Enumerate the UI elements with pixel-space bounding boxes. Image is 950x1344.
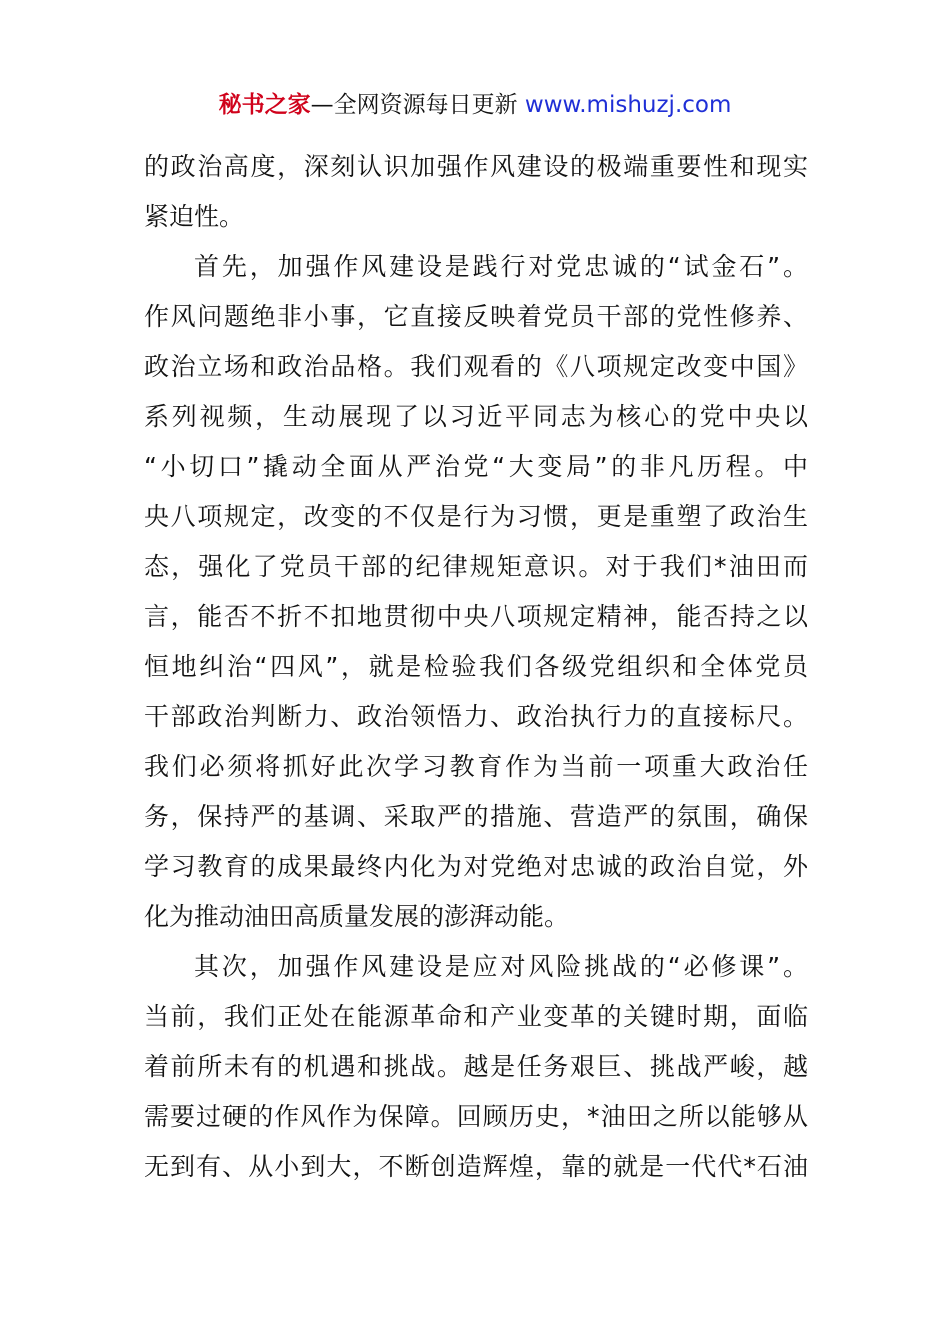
paragraph-first-line: 首先，加强作风建设是践行对党忠诚的“试金石”。: [194, 252, 808, 281]
text-line: “小切口”撬动全面从严治党“大变局”的非凡历程。中: [144, 452, 808, 481]
text-line: 言，能否不折不扣地贯彻中央八项规定精神，能否持之以: [144, 602, 808, 631]
text-line: 当前，我们正处在能源革命和产业变革的关键时期，面临: [144, 1002, 808, 1031]
text-line: 的政治高度，深刻认识加强作风建设的极端重要性和现实: [144, 152, 808, 181]
text-line: 需要过硬的作风作为保障。回顾历史，*油田之所以能够从: [144, 1102, 808, 1131]
site-brand: 秘书之家: [218, 92, 311, 118]
text-line: 作风问题绝非小事，它直接反映着党员干部的党性修养、: [144, 302, 808, 331]
site-tagline: —全网资源每日更新: [310, 92, 525, 118]
site-header: [0, 88, 950, 122]
text-line: 央八项规定，改变的不仅是行为习惯，更是重塑了政治生: [144, 502, 808, 531]
text-line: 态，强化了党员干部的纪律规矩意识。对于我们*油田而: [144, 552, 808, 581]
text-line: 紧迫性。: [144, 202, 245, 231]
text-line: 恒地纠治“四风”，就是检验我们各级党组织和全体党员: [144, 652, 808, 681]
text-line: 无到有、从小到大，不断创造辉煌，靠的就是一代代*石油: [144, 1152, 808, 1181]
paragraph-first-line: 其次，加强作风建设是应对风险挑战的“必修课”。: [194, 952, 808, 981]
text-line: 着前所未有的机遇和挑战。越是任务艰巨、挑战严峻，越: [144, 1052, 808, 1081]
text-line: 干部政治判断力、政治领悟力、政治执行力的直接标尺。: [144, 702, 808, 731]
site-url-link[interactable]: www.mishuzj.com: [524, 92, 732, 118]
text-line: 我们必须将抓好此次学习教育作为当前一项重大政治任: [144, 752, 808, 781]
text-line: 政治立场和政治品格。我们观看的《八项规定改变中国》: [144, 352, 808, 381]
document-body: [144, 142, 808, 1192]
text-line: 学习教育的成果最终内化为对党绝对忠诚的政治自觉，外: [144, 852, 808, 881]
text-line: 系列视频，生动展现了以习近平同志为核心的党中央以: [144, 402, 808, 431]
text-line: 务，保持严的基调、采取严的措施、营造严的氛围，确保: [144, 802, 808, 831]
text-line: 化为推动油田高质量发展的澎湃动能。: [144, 902, 570, 931]
